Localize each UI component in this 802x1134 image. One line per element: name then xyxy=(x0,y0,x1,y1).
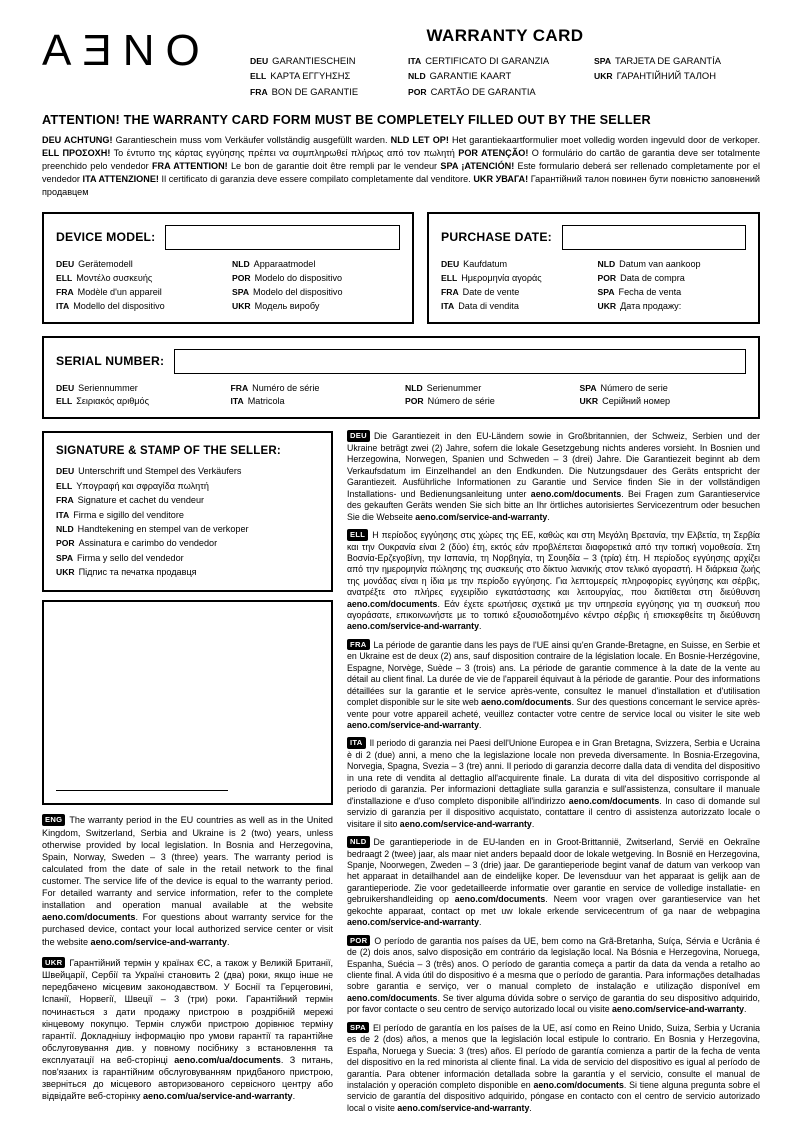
warranty-body: . xyxy=(744,1004,747,1015)
link-aeno-documents: aeno.com/documents xyxy=(347,598,438,609)
lang-code: UKR xyxy=(56,567,75,578)
lang-code: SPA xyxy=(56,552,74,563)
attention-text: Το έντυπο της κάρτας εγγύησης πρέπει να συμπληρωθεί πλήρως από τον πωλητή xyxy=(110,147,459,158)
lang-code: ELL xyxy=(441,272,458,283)
warranty-body: . Εάν έχετε ερωτήσεις σχετικά με την υπηρεσία εγγύησης για τη συσκευή που αγοράσατε, επικοινωνήστε με το τοπικό εξουσιοδοτημένο κέντρο σέρβις ή επισκεφθείτε τη διεύθυνση xyxy=(347,598,760,621)
warranty-text-spa xyxy=(347,1023,760,1115)
lang-label: Μοντέλο συσκευής xyxy=(76,272,153,283)
lang-line xyxy=(56,524,319,535)
warranty-body: . Si tiene alguna pregunta sobre el servicio de garantía del dispositivo adquirido, póngase en contacto con el centro de servicio autorizado local o visite xyxy=(347,1079,760,1113)
lang-line xyxy=(56,567,319,578)
warranty-body: La période de garantie dans les pays de l'UE ainsi qu'en Grande-Bretagne, en Suisse, en Serbie et en Ukraine est de deux (2) ans, sauf disposition contraire de la législation locale. En Bosnie-Herzégovine, Espagne, Norvège, Suède – 3 (trois) ans. La période de garantie commence à la date de la vente au détail au client final. La durée de vie de l'appareil équivaut à la période de garantie. Pour des informations détaillées sur la garantie et le service après-vente, consultez le manuel d'installation et d'utilisation complet disponible sur le site web xyxy=(347,639,760,708)
lang-badge-nld: NLD xyxy=(347,836,370,848)
warranty-text-por xyxy=(347,936,760,1016)
lang-label: Handtekening en stempel van de verkoper xyxy=(77,524,249,534)
lang-label: Firma e sigillo del venditore xyxy=(73,509,184,520)
lang-column xyxy=(56,383,223,408)
warranty-text-ita xyxy=(347,738,760,830)
lang-code: FRA xyxy=(230,382,249,393)
lang-code: NLD xyxy=(405,382,423,393)
lang-badge-spa: SPA xyxy=(347,1022,369,1034)
lang-label: Modelo do dispositivo xyxy=(254,272,343,283)
lang-label: Υπογραφή και σφραγίδα πωλητή xyxy=(76,480,209,491)
lang-label: Serienummer xyxy=(426,382,482,393)
warranty-body: . Se tiver alguma dúvida sobre o serviço de garantia do seu dispositivo adquirido, por favor contacte o seu centro de serviço autorizado local ou visite xyxy=(347,992,760,1015)
signature-languages xyxy=(56,466,319,578)
lang-label: Número de série xyxy=(427,396,495,407)
logo-letter: O xyxy=(165,26,211,75)
link-aeno-documents: aeno.com/ua/documents xyxy=(174,1054,281,1065)
warranty-body: . Bei Fragen zum Garantieservice des gekauften Geräts wenden Sie sich bitte an Ihr örtliches autorisiertes Servicezentrum oder besuchen Sie die Webseite xyxy=(347,488,760,522)
lang-code: DEU xyxy=(56,382,75,393)
lang-badge-deu: DEU xyxy=(347,430,370,442)
lang-line xyxy=(56,495,319,506)
link-aeno-documents: aeno.com/documents xyxy=(454,894,546,905)
lang-label: Gerätemodell xyxy=(78,258,133,269)
device-model-label: DEVICE MODEL: xyxy=(56,230,156,245)
lang-code: ITA xyxy=(56,300,70,311)
title-translation xyxy=(250,55,408,66)
lang-code: DEU xyxy=(250,56,269,66)
header-right xyxy=(250,24,760,97)
lang-code: SPA xyxy=(579,382,597,393)
lang-label: Firma y sello del vendedor xyxy=(77,552,184,563)
title-translation xyxy=(250,70,408,81)
attention-bold: ITA ATTENZIONE! xyxy=(82,173,159,184)
warranty-body: . xyxy=(292,1091,296,1102)
purchase-date-languages xyxy=(441,259,746,312)
lang-code: NLD xyxy=(408,71,426,82)
lang-label: Signature et cachet du vendeur xyxy=(77,495,205,506)
lang-code: NLD xyxy=(597,258,616,269)
warranty-body: . xyxy=(479,720,482,731)
warranty-text-eng xyxy=(42,814,333,948)
lang-code: NLD xyxy=(232,258,250,269)
lang-column xyxy=(580,383,747,408)
device-model-input[interactable] xyxy=(165,225,400,250)
lang-code: DEU xyxy=(56,466,75,477)
lang-label: Datum van aankoop xyxy=(619,258,701,269)
lang-line xyxy=(405,396,572,407)
lang-label: CARTÃO DE GARANTIA xyxy=(430,85,536,97)
lang-code: DEU xyxy=(441,258,460,269)
warranty-body: . xyxy=(529,1102,532,1113)
lang-code: ELL xyxy=(56,396,73,407)
lang-label: Data di vendita xyxy=(458,300,519,311)
lang-code: ITA xyxy=(56,509,70,520)
lang-code: SPA xyxy=(232,286,250,297)
lang-label: Numéro de série xyxy=(252,382,320,393)
link-aeno-documents: aeno.com/documents xyxy=(530,488,622,499)
lang-line xyxy=(598,259,747,270)
lang-code: POR xyxy=(405,396,424,407)
lang-line xyxy=(598,287,747,298)
logo-letter: Ǝ xyxy=(82,26,123,75)
header xyxy=(42,24,760,97)
warranty-text-ell xyxy=(347,530,760,633)
lang-badge-por: POR xyxy=(347,935,370,947)
lang-code: POR xyxy=(597,272,617,283)
warranty-body: O período de garantia nos países da UE, bem como na Grã-Bretanha, Suíça, Sérvia e Ucrânia é de (2) dois anos, salvo disposição em contrário da legislação local. Na Bósnia e Herzegovina, Noruega, Espanha, Suécia – 3 (três) anos. O período de garantia começa a partir da data da venda a retalho ao cliente final. A vida útil do dispositivo é a mesma que o período de garantia. Para informações detalhadas sobre garantia e serviço, ver o manual completo de instalação e utilização disponível em xyxy=(347,935,760,992)
lang-label: Matricola xyxy=(247,396,285,407)
warranty-body: . xyxy=(479,621,482,632)
lang-column xyxy=(56,259,224,312)
warranty-text-nld xyxy=(347,837,760,929)
lang-line xyxy=(598,273,747,284)
lang-code: POR xyxy=(232,272,251,283)
lang-code: FRA xyxy=(56,495,74,506)
lang-label: Серійний номер xyxy=(602,396,671,407)
warranty-body: Гарантійний термін у країнах ЄС, а також у Великій Британії, Швейцарії, Сербії та Україні становить 2 (два) роки, якщо інше не передбачено місцевим законодавством. У Боснії та Герцеговині, Іспанії, Норвегії, Швеції – 3 (три) роки. Гарантійний термін починається з дати продажу пристрою в роздрібній мережі кінцевому покупцю. Термін служби пристрою дорівнює терміну гарантії. Докладнішу інформацію про умови гарантії та гарантійне обслуговування див. у повному посібнику з встановлення та експлуатації на веб-сторінці xyxy=(42,957,333,1065)
lang-label: Apparaatmodel xyxy=(253,258,316,269)
lang-column xyxy=(232,259,400,312)
signature-line xyxy=(56,790,228,791)
lang-column xyxy=(441,259,590,312)
lang-code: UKR xyxy=(232,300,251,311)
lang-code: ITA xyxy=(408,56,422,66)
lang-line xyxy=(441,301,590,312)
lang-label: Модель виробу xyxy=(254,300,320,311)
warranty-text-fra xyxy=(347,640,760,732)
lang-label: Data de compra xyxy=(620,272,685,283)
warranty-body: . Sur des questions concernant le service après-vente pour votre appareil acheté, veuillez contacter votre centre de service local ou visiter le site web xyxy=(347,697,760,719)
link-aeno-service-and-warranty: aeno.com/service-and-warranty xyxy=(347,917,480,928)
serial-number-languages xyxy=(56,383,746,408)
lang-label: BON DE GARANTIE xyxy=(271,85,359,97)
lang-label: ΚΑΡΤΑ ΕΓΓΥΗΣΗΣ xyxy=(270,70,351,82)
lang-label: Ημερομηνία αγοράς xyxy=(461,272,542,283)
lang-code: SPA xyxy=(597,286,615,297)
lang-line xyxy=(441,259,590,270)
aeno-logo xyxy=(42,24,250,76)
warranty-body: De garantieperiode in de EU-landen en in Groot-Brittannië, Zwitserland, Servië en Oekraïne bedraagt 2 (twee) jaar, als maar niet anders bepaald door de lokale wetgeving. In Bosnië en Herzegovina, Spanje, Noorwegen, Zweden – 3 (drie) jaar. De garantieperiode begint vanaf de datum van verkoop van het apparaat in detailhandel aan de eindelijke koper. De levensduur van het apparaat is gelijk aan de garantieperiode. Zie voor gedetailleerde informatie over garantie en service de volledige installatie- en gebruikershandleiding op xyxy=(347,836,760,905)
title-translation xyxy=(408,55,594,66)
lang-label: Підпис та печатка продавця xyxy=(78,567,197,578)
lang-badge-ell: ELL xyxy=(347,529,368,541)
attention-text: Garantieschein muss vom Verkäufer vollständig ausgefüllt warden. xyxy=(112,134,391,145)
lang-label: Σειριακός αριθμός xyxy=(76,396,149,407)
lang-line xyxy=(56,383,223,394)
lang-line xyxy=(231,383,398,394)
link-aeno-documents: aeno.com/documents xyxy=(568,795,660,806)
attention-bold: ELL ΠΡΟΣΟΧΗ! xyxy=(42,147,111,158)
link-aeno-service-and-warranty: aeno.com/service-and-warranty xyxy=(399,818,532,829)
lang-badge-fra: FRA xyxy=(347,639,370,651)
lang-badge-ukr: UKR xyxy=(42,957,65,969)
lang-code: ELL xyxy=(56,272,73,283)
link-aeno-documents: aeno.com/documents xyxy=(481,697,572,708)
warranty-body: The warranty period in the EU countries as well as in the United Kingdom, Switzerland, Serbia and Ukraine is 2 (two) years, unless otherwise provided by local legislation. In Bosnia and Herzegovina, Spain, Norway, Sweden – 3 (three) years. The warranty period is calculated from the date of sale in the retail network to the final customer. The service life of the device is equal to the warranty period. For detailed warranty and service information, refer to the complete installation and operation manual available at the website xyxy=(42,815,333,911)
link-aeno-service-and-warranty: aeno.com/service-and-warranty xyxy=(90,936,227,947)
attention-bold: DEU ACHTUNG! xyxy=(42,134,113,145)
serial-number-top xyxy=(56,349,746,374)
lang-line xyxy=(56,301,224,312)
warranty-body: . In caso di domande sul servizio di garanzia per il dispositivo acquistato, contattare il centro di assistenza autorizzato locale o visitare il sito xyxy=(347,795,760,829)
link-aeno-service-and-warranty: aeno.com/ua/service-and-warranty xyxy=(142,1091,293,1102)
lang-line xyxy=(441,273,590,284)
purchase-date-box xyxy=(427,212,760,324)
lang-code: POR xyxy=(56,538,75,549)
lang-label: CERTIFICATO DI GARANZIA xyxy=(425,55,550,66)
lang-line xyxy=(232,287,400,298)
lang-code: ITA xyxy=(230,396,244,407)
attention-text: Het garantiekaartformulier moet volledig worden ingevuld door de verkoper. xyxy=(448,134,760,145)
title-translation xyxy=(408,70,594,81)
lang-code: UKR xyxy=(597,300,617,311)
lang-label: Assinatura e carimbo do vendedor xyxy=(78,538,218,549)
lang-column xyxy=(405,383,572,408)
link-aeno-service-and-warranty: aeno.com/service-and-warranty xyxy=(415,511,548,522)
attention-bold: UKR УВАГА! xyxy=(473,173,529,184)
lang-code: POR xyxy=(408,86,427,97)
lang-code: ELL xyxy=(250,71,267,82)
lang-line xyxy=(56,396,223,407)
warranty-text-ukr xyxy=(42,957,333,1103)
lang-line xyxy=(56,538,319,549)
lang-column xyxy=(598,259,747,312)
warranty-body: El período de garantía en los países de la UE, así como en Reino Unido, Suiza, Serbia y Ucrania es de 2 (dos) años, a menos que la legislación local estipule lo contrario. En Bosnia y Herzegovina, España, Noruega y Suecia: 3 (tres) años. El período de garantía comienza a partir de la fecha de venta del dispositivo en la red minorista al cliente final. La vida de servicio del dispositivo es igual al período de garantía. Para obtener información detallada sobre la garantía y el servicio, consulte el manual de instalación y operación completo disponible en xyxy=(347,1022,760,1090)
title-translation xyxy=(594,70,760,81)
warranty-body: Η περίοδος εγγύησης στις χώρες της ΕΕ, καθώς και στη Μεγάλη Βρετανία, την Ελβετία, τη Σερβία και την Ουκρανία είναι 2 (δύο) έτη, εκτός εάν προβλέπεται διαφορετικά από την τοπική νομοθεσία. Στη Βοσνία-Ερζεγοβίνη, την Ισπανία, τη Νορβηγία, τη Σουηδία – 3 (τρία) έτη. Η περίοδος εγγύησης αρχίζει από την ημερομηνία πώλησης της συσκευής στο δίκτυο λιανικής στον τελικό αγοραστή. Η διάρκεια ζωής της μονάδας είναι η ίδια με την περίοδο εγγύησης. Για λεπτομερείς πληροφορίες εγγύησης και σέρβις, ανατρέξτε στο πλήρες εγχειρίδιο εγκατάστασης και λειτουργίας, που διατίθεται στη διεύθυνση xyxy=(347,529,760,598)
lang-line xyxy=(56,259,224,270)
warranty-body: . xyxy=(531,818,535,829)
lang-line xyxy=(232,301,400,312)
warranty-text-deu xyxy=(347,431,760,523)
signature-column xyxy=(42,431,333,1102)
lang-code: NLD xyxy=(56,524,74,534)
warranty-body: . xyxy=(479,917,482,928)
lang-line xyxy=(598,301,747,312)
lang-code: FRA xyxy=(250,86,268,97)
lang-line xyxy=(56,510,319,521)
signature-box xyxy=(42,431,333,592)
lang-code: UKR xyxy=(594,71,613,82)
lang-code: FRA xyxy=(441,286,459,297)
lang-line xyxy=(56,466,319,477)
serial-number-input[interactable] xyxy=(174,349,746,374)
logo-letter: N xyxy=(122,26,166,75)
lang-code: FRA xyxy=(56,286,74,297)
lang-label: GARANTIESCHEIN xyxy=(272,55,356,66)
translations-column-3 xyxy=(594,55,760,97)
serial-number-box xyxy=(42,336,760,420)
purchase-date-top xyxy=(441,225,746,250)
attention-bold: POR ATENÇÃO! xyxy=(458,147,529,158)
lang-code: SPA xyxy=(594,56,612,66)
link-aeno-documents: aeno.com/documents xyxy=(347,992,438,1003)
logo-letter: A xyxy=(42,26,83,75)
translations-column-2 xyxy=(408,55,594,97)
warranty-body: . Neem voor vragen over garantieservice van het gekochte apparaat, contact op met uw lokale erkende servicecentrum of ga naar de webpagina xyxy=(347,894,760,916)
title-translations xyxy=(250,55,760,97)
link-aeno-documents: aeno.com/documents xyxy=(533,1079,624,1090)
lang-line xyxy=(441,287,590,298)
signature-title: SIGNATURE & STAMP OF THE SELLER: xyxy=(56,445,281,458)
device-model-languages xyxy=(56,259,400,312)
title-translation xyxy=(594,55,760,66)
link-aeno-service-and-warranty: aeno.com/service-and-warranty xyxy=(397,1102,530,1113)
lang-label: Unterschrift und Stempel des Verkäufers xyxy=(78,466,242,477)
warranty-body: . З питань, пов'язаних із гарантійним обслуговуванням придбаного пристрою, зверніться до місцевого авторизованого сервісного центру або відвідайте веб-сторінку xyxy=(42,1054,333,1102)
warranty-body: Il periodo di garanzia nei Paesi dell'Unione Europea e in Gran Bretagna, Svizzera, Serbia e Ucraina è di 2 (due) anni, a meno che la legislazione locale non preveda diversamente. In Bosnia-Erzegovina, Norvegia, Spagna, Svezia – 3 (tre) anni. Il periodo di garanzia decorre dalla data di vendita del dispositivo in una rete di vendita al dettaglio all'acquirente finale. La durata di vita del dispositivo corrisponde al periodo di garanzia. Per informazioni dettagliate sulla garanzia e sull'assistenza, consultare il manuale d'installazione e d'uso completo disponibile all'indirizzo xyxy=(347,738,760,806)
attention-text: Гарантійний талон повинен бути повністю заповнений продавцем xyxy=(42,173,760,197)
lang-code: ELL xyxy=(56,480,73,491)
purchase-date-input[interactable] xyxy=(562,225,746,250)
lang-code: UKR xyxy=(579,396,599,407)
lang-label: Modello del dispositivo xyxy=(73,300,165,311)
lang-label: Kaufdatum xyxy=(463,258,508,269)
bottom-section xyxy=(42,431,760,1121)
attention-bold: NLD LET OP! xyxy=(390,134,449,145)
stamp-area[interactable] xyxy=(42,600,333,805)
link-aeno-service-and-warranty: aeno.com/service-and-warranty xyxy=(347,621,480,632)
serial-number-label: SERIAL NUMBER: xyxy=(56,354,165,369)
lang-line xyxy=(56,287,224,298)
attention-text: Le bon de garantie doit être rempli par le vendeur xyxy=(227,160,441,171)
link-aeno-service-and-warranty: aeno.com/service-and-warranty xyxy=(347,720,480,731)
attention-heading: ATTENTION! THE WARRANTY CARD FORM MUST BE COMPLETELY FILLED OUT BY THE SELLER xyxy=(42,112,651,127)
lang-label: Modelo del dispositivo xyxy=(253,286,343,297)
lang-label: Seriennummer xyxy=(78,382,138,393)
lang-label: Дата продажу: xyxy=(620,300,682,311)
warranty-body: Die Garantiezeit in den EU-Ländern sowie in Großbritannien, der Schweiz, Serbien und der Ukraine beträgt zwei (2) Jahre, sofern die lokale Gesetzgebung nichts anderes vorsieht. In Bosnien und Herzegowina, Norwegen, Spanien und Schweden – 3 (drei) Jahre. Die Garantiezeit beginnt ab dem Verkaufsdatum im Einzelhandel an den Endkunden. Die Nutzungsdauer des Geräts entspricht der Garantiezeit. Ausführliche Informationen zu Garantie und Service finden Sie in der vollständigen Installations- und Bedienungsanleitung unter xyxy=(347,431,760,499)
lang-code: ITA xyxy=(441,300,455,311)
translations-column-1 xyxy=(250,55,408,97)
lang-column xyxy=(231,383,398,408)
lang-badge-eng: ENG xyxy=(42,814,65,826)
link-aeno-service-and-warranty: aeno.com/service-and-warranty xyxy=(612,1004,745,1015)
lang-code: DEU xyxy=(56,258,75,269)
warranty-body: . For questions about warranty service for the purchased device, contact your local authorized service center or visit the website xyxy=(42,912,333,947)
lang-line xyxy=(56,553,319,564)
lang-label: GARANTIE KAART xyxy=(429,70,512,82)
lang-line xyxy=(232,259,400,270)
purchase-date-label: PURCHASE DATE: xyxy=(441,230,552,245)
warranty-texts-column xyxy=(347,431,760,1121)
attention-paragraph xyxy=(42,134,760,199)
link-aeno-documents: aeno.com/documents xyxy=(42,912,136,923)
warranty-body: . xyxy=(227,936,230,947)
lang-label: Fecha de venta xyxy=(618,286,682,297)
lang-label: ГАРАНТІЙНИЙ ТАЛОН xyxy=(616,70,716,82)
lang-label: Modèle d'un appareil xyxy=(77,286,162,297)
device-model-top xyxy=(56,225,400,250)
attention-bold: FRA ATTENTION! xyxy=(152,160,228,171)
attention-text: Este formulario deberá ser rellenado completamente por el vendedor xyxy=(42,160,760,184)
lang-line xyxy=(580,383,747,394)
title-translation xyxy=(408,86,594,97)
lang-label: Date de vente xyxy=(462,286,520,297)
page-title: WARRANTY CARD xyxy=(426,26,584,45)
lang-line xyxy=(580,396,747,407)
lang-line xyxy=(232,273,400,284)
lang-label: TARJETA DE GARANTÍA xyxy=(615,55,721,66)
attention-bold: SPA ¡ATENCIÓN! xyxy=(440,160,515,171)
device-model-box xyxy=(42,212,414,324)
form-boxes-row xyxy=(42,212,760,324)
warranty-body: . xyxy=(547,511,550,522)
lang-line xyxy=(56,481,319,492)
lang-badge-ita: ITA xyxy=(347,737,366,749)
title-translation xyxy=(250,86,408,97)
attention-text: O formulário do cartão de garantia deve ser totalmente preenchido pelo vendedor xyxy=(42,147,760,171)
lang-label: Número de serie xyxy=(600,382,668,393)
lang-line xyxy=(405,383,572,394)
attention-text: Il certificato di garanzia deve essere compilato completamente dal venditore. xyxy=(158,173,474,184)
lang-line xyxy=(231,396,398,407)
lang-line xyxy=(56,273,224,284)
